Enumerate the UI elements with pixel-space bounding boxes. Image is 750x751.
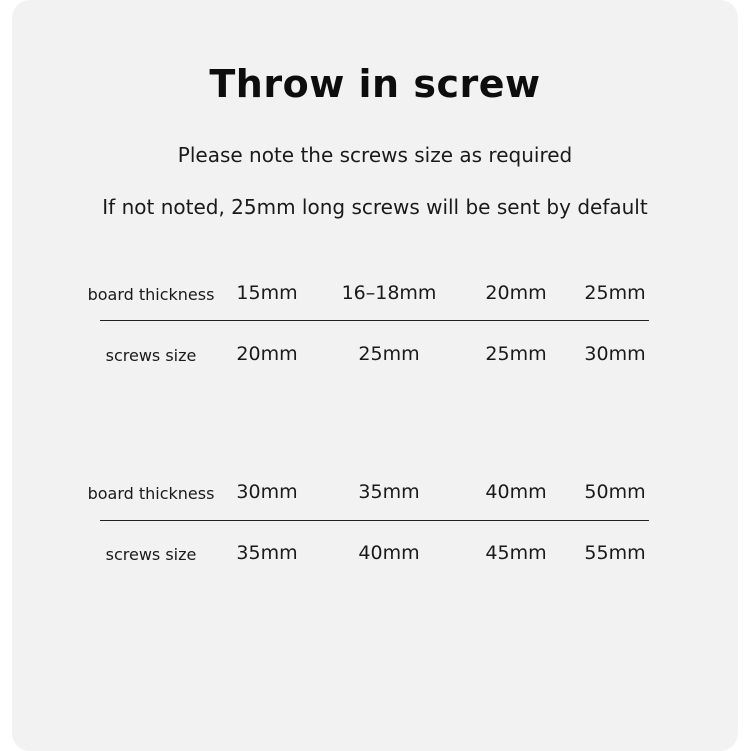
row-label: board thickness — [87, 484, 215, 503]
row-label: board thickness — [87, 285, 215, 304]
table-cell: 25mm — [485, 343, 547, 365]
table-cell: 30mm — [236, 481, 298, 503]
table-cell: 40mm — [485, 481, 547, 503]
table-cell: 20mm — [485, 282, 547, 304]
page-title: Throw in screw — [209, 62, 541, 106]
content-card — [12, 0, 738, 751]
table-cell: 16–18mm — [341, 282, 437, 304]
note-line-1: Please note the screws size as required — [177, 143, 573, 167]
table-cell: 45mm — [485, 542, 547, 564]
table-cell: 20mm — [236, 343, 298, 365]
row-label: screws size — [105, 545, 197, 564]
table-cell: 50mm — [584, 481, 646, 503]
screws-size-row — [0, 540, 750, 570]
table-cell: 35mm — [236, 542, 298, 564]
screws-size-row — [0, 341, 750, 371]
table-cell: 40mm — [358, 542, 420, 564]
board-thickness-row — [0, 280, 750, 310]
table-divider — [100, 320, 649, 321]
board-thickness-row — [0, 479, 750, 509]
row-label: screws size — [105, 346, 197, 365]
table-cell: 25mm — [584, 282, 646, 304]
table-cell: 30mm — [584, 343, 646, 365]
note-line-2: If not noted, 25mm long screws will be sent by default — [102, 195, 648, 219]
table-cell: 55mm — [584, 542, 646, 564]
table-cell: 25mm — [358, 343, 420, 365]
table-cell: 35mm — [358, 481, 420, 503]
table-divider — [100, 520, 649, 521]
table-cell: 15mm — [236, 282, 298, 304]
